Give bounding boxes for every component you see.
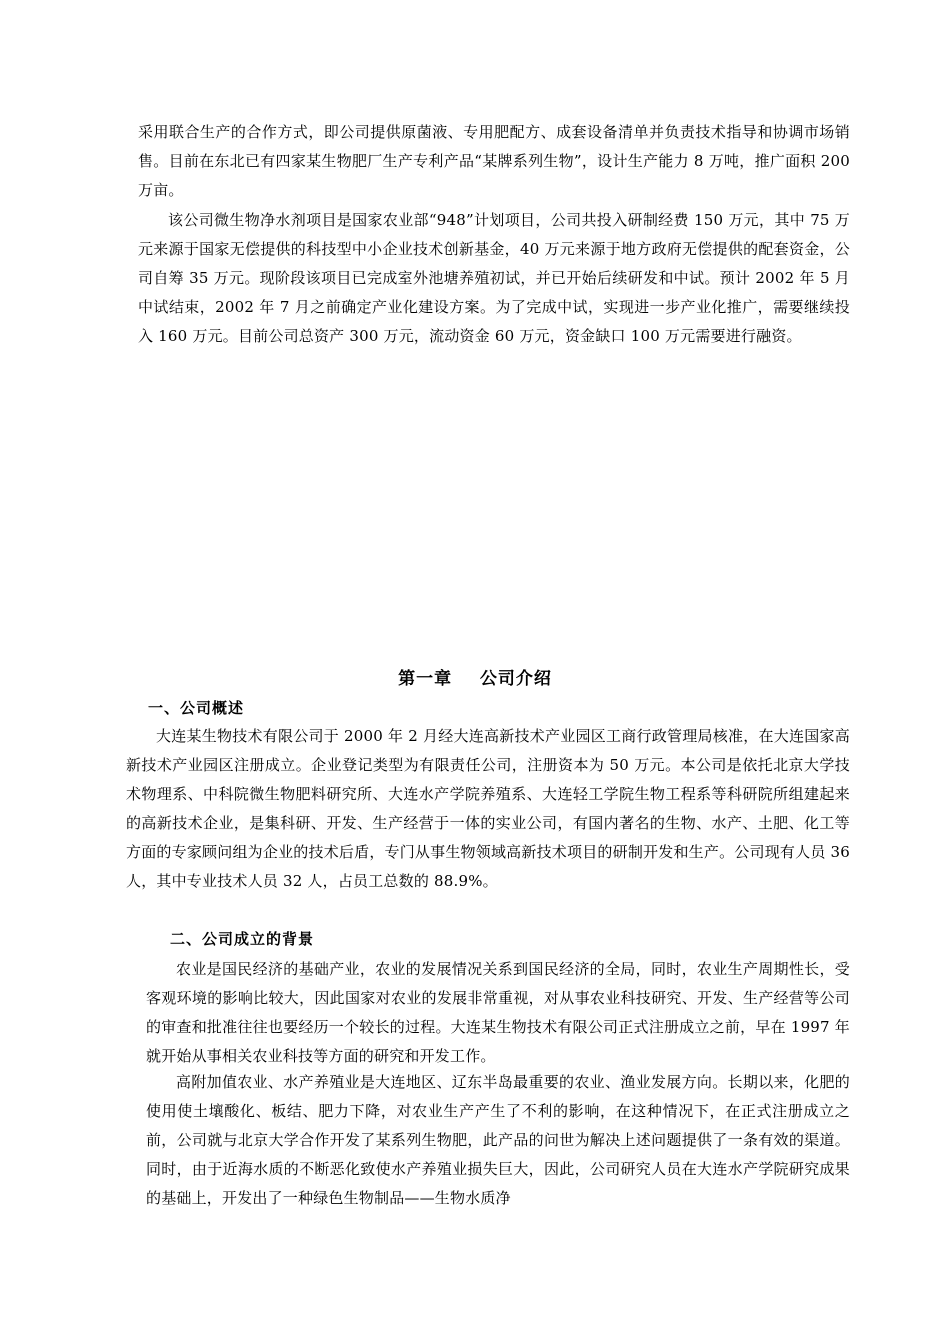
section-heading-company-overview: 一、公司概述 [148, 699, 245, 717]
background-paragraph-high-value-agriculture: 高附加值农业、水产养殖业是大连地区、辽东半岛最重要的农业、渔业发展方向。长期以来，化肥的使用使土壤酸化、板结、肥力下降，对农业生产产生了不利的影响，在这种情况下，在正式注册成立之前，公司就与北京大学合作开发了某系列生物肥，此产品的问世为解决上述问题提供了一条有效的渠道。同时，由于近海水质的不断恶化致使水产养殖业损失巨大，因此，公司研究人员在大连水产学院研究成果的基础上，开发出了一种绿色生物制品——生物水质净 [146, 1073, 850, 1207]
section-heading-company-background: 二、公司成立的背景 [170, 930, 315, 948]
background-paragraph-agriculture: 农业是国民经济的基础产业，农业的发展情况关系到国民经济的全局，同时，农业生产周期性长，受客观环境的影响比较大，因此国家对农业的发展非常重视，对从事农业科技研究、开发、生产经营等公司的审查和批准往往也要经历一个较长的过程。大连某生物技术有限公司正式注册成立之前，早在 1997 年就开始从事相关农业科技等方面的研究和开发工作。 [146, 960, 850, 1065]
intro-paragraph-948-project: 该公司微生物净水剂项目是国家农业部“948”计划项目，公司共投入研制经费 150 万元，其中 75 万元来源于国家无偿提供的科技型中小企业技术创新基金，40 万元来源于地方政府无偿提供的配套资金，公司自筹 35 万元。现阶段该项目已完成室外池塘养殖初试，并已开始后续研发和中试。预计 2002 年 5 月中试结束，2002 年 7 月之前确定产业化建设方案。为了完成中试，实现进一步产业化推广，需要继续投入 160 万元。目前公司总资产 300 万元，流动资金 60 万元，资金缺口 100 万元需要进行融资。 [138, 211, 850, 345]
company-overview-paragraph: 大连某生物技术有限公司于 2000 年 2 月经大连高新技术产业园区工商行政管理局核准，在大连国家高新技术产业园区注册成立。企业登记类型为有限责任公司，注册资本为 50 万元。本公司是依托北京大学技术物理系、中科院微生物肥料研究所、大连水产学院养殖系、大连轻工学院生物工程系等科研院所组建起来的高新技术企业，是集科研、开发、生产经营于一体的实业公司，有国内著名的生物、水产、土肥、化工等方面的专家顾问组为企业的技术后盾，专门从事生物领域高新技术项目的研制开发和生产。公司现有人员 36 人，其中专业技术人员 32 人，占员工总数的 88.9%。 [126, 727, 850, 890]
intro-paragraph-continuation: 采用联合生产的合作方式，即公司提供原菌液、专用肥配方、成套设备清单并负责技术指导和协调市场销售。目前在东北已有四家某生物肥厂生产专利产品“某牌系列生物”，设计生产能力 8 万吨，推广面积 200 万亩。 [138, 123, 850, 199]
chapter-title: 第一章 公司介绍 [398, 669, 552, 689]
